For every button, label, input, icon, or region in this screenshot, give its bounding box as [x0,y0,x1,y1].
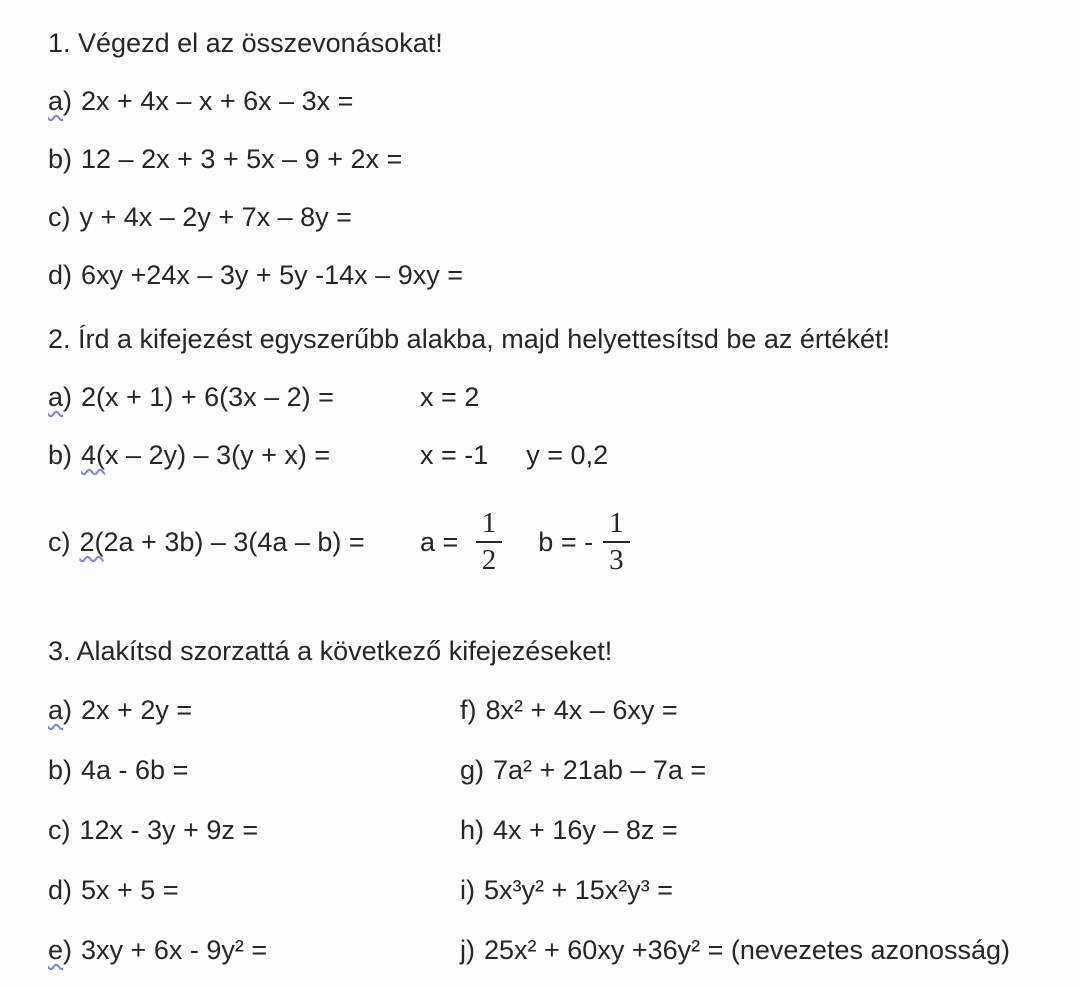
problem-2a-expression-block [48,382,420,413]
problem-3h-expression: 4x + 16y – 8z = [493,814,678,845]
problem-1a-label: a) [48,85,73,116]
problem-3j [460,935,1064,966]
problem-2b-value-x: x = -1 [420,439,489,470]
problem-2a-expression: 2(x + 1) + 6(3x – 2) = [81,381,334,412]
problem-3a-expression: 2x + 2y = [81,694,193,725]
problem-1c [48,188,1064,246]
problem-3j-label: j) [460,934,475,965]
problem-2b-expression: x – 2y) – 3(y + x) = [105,439,331,470]
problem-2b-expression-block [48,440,420,471]
problem-1d [48,246,1064,304]
section-1-title: 1. Végezd el az összevonásokat! [48,27,443,58]
problem-3i-label: i) [460,874,475,905]
problem-2b-substitution-values [420,440,608,471]
problem-row-a-f [48,680,1064,740]
problem-row-c-h [48,800,1064,860]
problem-1d-label: d) [48,259,73,290]
problem-row-e-j [48,920,1064,980]
problem-3c-expression: 12x - 3y + 9z = [79,814,259,845]
problem-3h [460,815,1064,846]
problem-3f-label: f) [460,694,477,725]
problem-2b-expression-squiggled-part: 4( [81,439,106,470]
problem-3c [48,815,460,846]
problem-2a-value-x: x = 2 [420,381,480,412]
problem-1c-label: c) [48,201,71,232]
problem-2a-substitution-values [420,382,479,413]
problem-2b-label: b) [48,439,73,470]
problem-row-d-i [48,860,1064,920]
problem-3b-expression: 4a - 6b = [81,754,189,785]
problem-3d-expression: 5x + 5 = [81,874,179,905]
problem-2b [48,426,1064,484]
problem-3c-label: c) [48,814,71,845]
fraction-one-third [603,507,630,578]
problem-2c-expression-squiggled-part: 2( [79,526,104,557]
problem-1a-expression: 2x + 4x – x + 6x – 3x = [81,85,354,116]
problem-2c [48,484,1064,600]
problem-3f [460,695,1064,726]
fraction-denominator: 3 [603,541,630,577]
problem-1c-expression: y + 4x – 2y + 7x – 8y = [79,201,352,232]
fraction-numerator: 1 [609,506,624,539]
fraction-one-half [476,507,503,578]
problem-3a [48,695,460,726]
problem-3j-expression: 25x² + 60xy +36y² = (nevezetes azonosság) [484,934,1011,965]
problem-3a-label: a) [48,694,73,725]
problem-3b-label: b) [48,754,73,785]
problem-3b [48,755,460,786]
section-2-title: 2. Írd a kifejezést egyszerűbb alakba, majd helyettesítsd be az értékét! [48,323,890,354]
problem-3f-expression: 8x² + 4x – 6xy = [485,694,678,725]
problem-2a [48,368,1064,426]
problem-1b-label: b) [48,143,73,174]
fraction-numerator: 1 [481,506,497,539]
section-3-title: 3. Alakítsd szorzattá a következő kifejezéseket! [48,635,613,666]
problem-3e [48,935,460,966]
problem-3h-label: h) [460,814,485,845]
problem-2c-expression-block [48,527,420,558]
problem-1b [48,130,1064,188]
problem-3g-expression: 7a² + 21ab – 7a = [493,754,707,785]
problem-3e-label: e) [48,934,73,965]
problem-2c-substitution-values [420,507,640,578]
problem-3g-label: g) [460,754,485,785]
problem-1a [48,72,1064,130]
fraction-denominator: 2 [476,541,503,577]
problem-2c-expression: 2a + 3b) – 3(4a – b) = [103,526,365,557]
problem-3i [460,875,1064,906]
problem-2c-value-b-label: b = - [538,526,594,557]
problem-2a-label: a) [48,381,73,412]
problem-3d [48,875,460,906]
problem-1d-expression: 6xy +24x – 3y + 5y -14x – 9xy = [81,259,463,290]
problem-3d-label: d) [48,874,73,905]
problem-1b-expression: 12 – 2x + 3 + 5x – 9 + 2x = [81,143,403,174]
problem-3e-expression: 3xy + 6x - 9y² = [81,934,268,965]
problem-2c-label: c) [48,526,71,557]
problem-3g [460,755,1064,786]
problem-row-b-g [48,740,1064,800]
problem-2c-value-a-label: a = [420,526,466,557]
problem-3i-expression: 5x³y² + 15x²y³ = [484,874,674,905]
problem-2b-value-y: y = 0,2 [526,439,609,470]
